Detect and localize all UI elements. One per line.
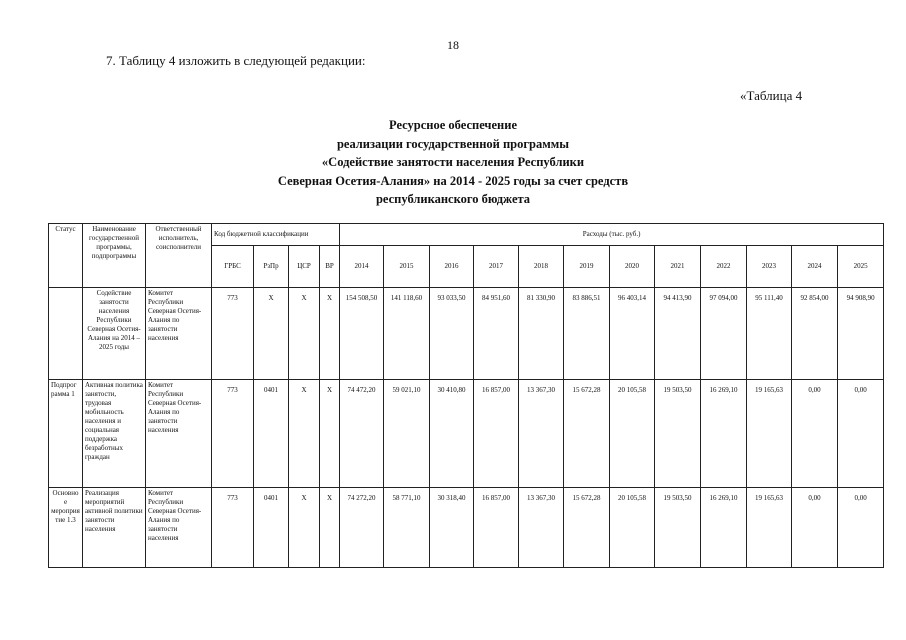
cell-responsible: Комитет Республики Северная Осетия-Алания по занятости населения [146, 380, 212, 488]
cell-value: 95 111,40 [747, 288, 792, 380]
header-year: 2015 [384, 246, 430, 288]
cell-value: 16 857,00 [474, 380, 519, 488]
resource-table [48, 223, 884, 568]
heading-line: республиканского бюджета [375, 192, 531, 206]
cell-value: 0,00 [792, 380, 838, 488]
cell-code: 0401 [254, 488, 289, 568]
cell-code: Х [254, 288, 289, 380]
cell-value: 30 410,80 [430, 380, 474, 488]
cell-value: 30 318,40 [430, 488, 474, 568]
heading-line: Северная Осетия-Алания» на 2014 - 2025 годы за счет средств [277, 173, 629, 188]
cell-value: 16 269,10 [701, 380, 747, 488]
cell-code: Х [320, 288, 340, 380]
cell-value: 94 413,90 [655, 288, 701, 380]
cell-value: 19 503,50 [655, 380, 701, 488]
cell-code: Х [289, 288, 320, 380]
cell-code: Х [320, 380, 340, 488]
cell-value: 19 503,50 [655, 488, 701, 568]
instruction-text: 7. Таблицу 4 изложить в следующей редакции: [106, 53, 366, 68]
cell-name: Реализация мероприятий активной политики занятости населения [83, 488, 146, 568]
cell-code: 773 [212, 380, 254, 488]
cell-value: 19 165,63 [747, 380, 792, 488]
cell-value: 92 854,00 [792, 288, 838, 380]
table-row [49, 380, 884, 488]
cell-value: 15 672,28 [564, 380, 610, 488]
cell-value: 13 367,30 [519, 380, 564, 488]
header-year: 2022 [701, 246, 747, 288]
cell-value: 0,00 [838, 380, 884, 488]
table-row [49, 288, 884, 380]
table-row [49, 488, 884, 568]
cell-value: 96 403,14 [610, 288, 655, 380]
header-budget-code: Код бюджетной классификации [212, 224, 340, 246]
header-year: 2016 [430, 246, 474, 288]
cell-value: 97 094,00 [701, 288, 747, 380]
cell-responsible: Комитет Республики Северная Осетия-Алания по занятости населения [146, 488, 212, 568]
cell-code: 773 [212, 288, 254, 380]
table-heading [0, 116, 906, 209]
cell-value: 154 508,50 [340, 288, 384, 380]
cell-value: 84 951,60 [474, 288, 519, 380]
header-year: 2014 [340, 246, 384, 288]
cell-value: 58 771,10 [384, 488, 430, 568]
cell-code: Х [289, 488, 320, 568]
cell-value: 93 033,50 [430, 288, 474, 380]
heading-line: Ресурсное обеспечение [388, 118, 517, 132]
header-year: 2024 [792, 246, 838, 288]
header-year: 2025 [838, 246, 884, 288]
header-year: 2018 [519, 246, 564, 288]
cell-value: 20 105,58 [610, 380, 655, 488]
cell-value: 13 367,30 [519, 488, 564, 568]
cell-value: 59 021,10 [384, 380, 430, 488]
header-year: 2017 [474, 246, 519, 288]
header-name: Наименование государственной программы, подпрограммы [83, 224, 146, 288]
cell-name: Содействие занятости населения Республики Северная Осетия-Алания на 2014 – 2025 годы [83, 288, 146, 380]
table-label: «Таблица 4 [740, 88, 803, 103]
cell-value: 15 672,28 [564, 488, 610, 568]
cell-value: 74 472,20 [340, 380, 384, 488]
page-number: 18 [447, 38, 459, 52]
cell-code: Х [320, 488, 340, 568]
cell-value: 141 118,60 [384, 288, 430, 380]
cell-status: Подпрограмма 1 [49, 380, 83, 488]
cell-value: 74 272,20 [340, 488, 384, 568]
header-year: 2021 [655, 246, 701, 288]
header-responsible: Ответственный исполнитель, соисполнители [146, 224, 212, 288]
heading-line: «Содействие занятости населения Республики [321, 155, 585, 169]
header-code-grbs: ГРБС [212, 246, 254, 288]
header-year: 2019 [564, 246, 610, 288]
cell-value: 20 105,58 [610, 488, 655, 568]
cell-code: 0401 [254, 380, 289, 488]
cell-status [49, 288, 83, 380]
header-code-vr: ВР [320, 246, 340, 288]
header-year: 2023 [747, 246, 792, 288]
cell-code: Х [289, 380, 320, 488]
cell-value: 0,00 [792, 488, 838, 568]
heading-line: реализации государственной программы [336, 136, 570, 151]
header-code-rzpr: РзПр [254, 246, 289, 288]
header-expenses: Расходы (тыс. руб.) [340, 224, 884, 246]
cell-value: 0,00 [838, 488, 884, 568]
cell-value: 83 886,51 [564, 288, 610, 380]
cell-name: Активная политика занятости, трудовая мобильность населения и социальная поддержка безработных граждан [83, 380, 146, 488]
cell-value: 16 857,00 [474, 488, 519, 568]
header-code-csr: ЦСР [289, 246, 320, 288]
cell-value: 19 165,63 [747, 488, 792, 568]
cell-status: Основное мероприятие 1.3 [49, 488, 83, 568]
cell-value: 81 330,90 [519, 288, 564, 380]
cell-responsible: Комитет Республики Северная Осетия-Алания по занятости населения [146, 288, 212, 380]
cell-code: 773 [212, 488, 254, 568]
cell-value: 94 908,90 [838, 288, 884, 380]
cell-value: 16 269,10 [701, 488, 747, 568]
header-status: Статус [49, 224, 83, 288]
header-year: 2020 [610, 246, 655, 288]
